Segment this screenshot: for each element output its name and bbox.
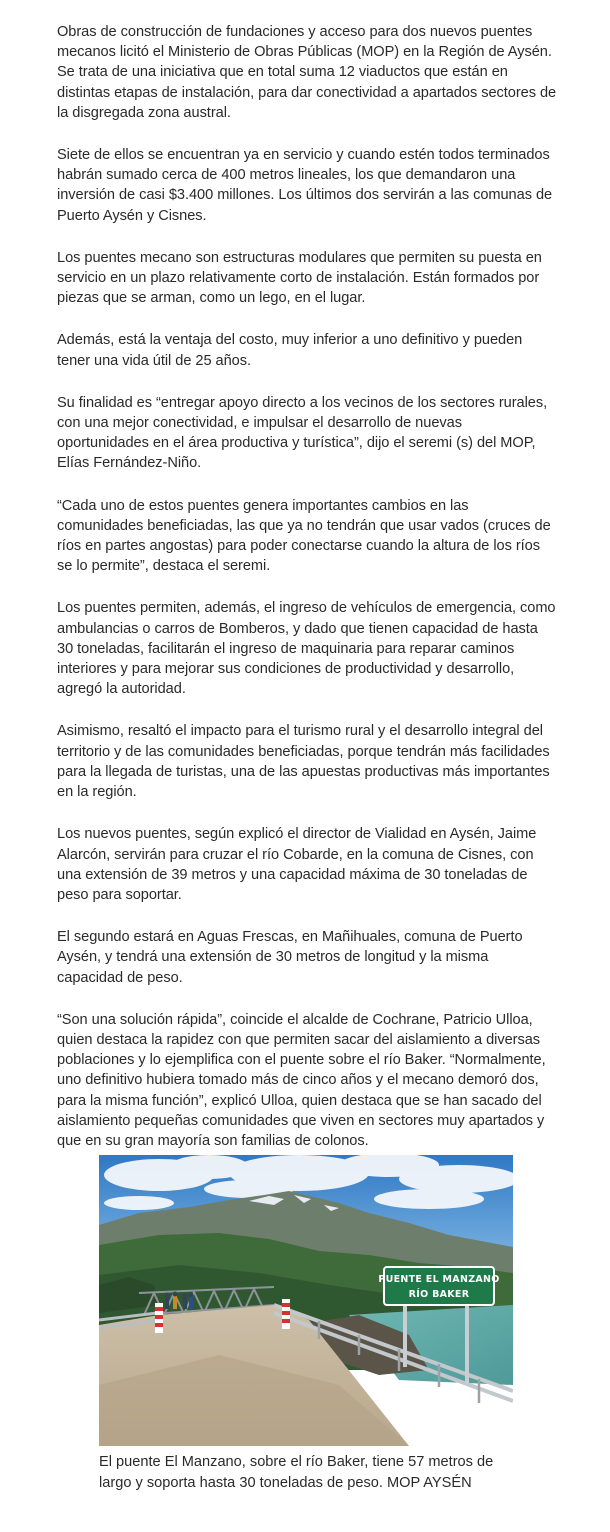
article-paragraph: Siete de ellos se encuentran ya en servicio y cuando estén todos terminados habrán sumado cerca de 400 metros lineales, los que demandaron una inversión de casi $3.400 millones. Los últimos dos servirán a las comunas de Puerto Aysén y Cisnes. <box>57 147 553 224</box>
article-paragraph: Los puentes permiten, además, el ingreso de vehículos de emergencia, como ambulancias o carros de Bomberos, y dado que tienen capacidad de hasta 30 toneladas, facilitarán el ingreso de maquinaria para reparar caminos interiores y para mejorar sus condiciones de productividad y desarrollo, agregó la autoridad. <box>57 600 556 698</box>
bridge-photo <box>99 1155 513 1446</box>
article-paragraph: Su finalidad es “entregar apoyo directo a los vecinos de los sectores rurales, con una mejor conectividad, e impulsar el desarrollo de nuevas oportunidades en el área productiva y turística”, dijo el seremi (s) del MOP, Elías Fernández-Niño. <box>57 394 548 472</box>
article-body <box>57 22 557 1173</box>
article-paragraph: Además, está la ventaja del costo, muy inferior a uno definitivo y pueden tener una vida útil de 25 años. <box>57 332 523 369</box>
photo-caption: El puente El Manzano, sobre el río Baker, tiene 57 metros de largo y soporta hasta 30 toneladas de peso. MOP AYSÉN <box>99 1454 494 1491</box>
article-paragraph: El segundo estará en Aguas Frescas, en Mañihuales, comuna de Puerto Aysén, y tendrá una extensión de 30 metros de longitud y la misma capacidad de peso. <box>57 929 523 986</box>
article-paragraph: Los puentes mecano son estructuras modulares que permiten su puesta en servicio en un plazo relativamente corto de instalación. Están formados por piezas que se arman, como un lego, en el lugar. <box>57 249 542 307</box>
sign-line-2: RÍO BAKER <box>408 1289 470 1300</box>
article-paragraph: “Son una solución rápida”, coincide el alcalde de Cochrane, Patricio Ulloa, quien destaca la rapidez con que permiten sacar del aislamiento a diversas poblaciones y lo ejemplifica con el puente sobre el río Baker. “Normalmente, uno definitivo hubiera tomado más de cinco años y el mecano demoró dos, para la misma función”, explicó Ulloa, quien destaca que se han sacado del aislamiento pequeñas comunidades que viven en sectores muy apartados y que en su gran mayoría son familias de colonos. <box>57 1011 546 1149</box>
article-paragraph: Los nuevos puentes, según explicó el director de Vialidad en Aysén, Jaime Alarcón, servirán para cruzar el río Cobarde, en la comuna de Cisnes, con una extensión de 39 metros y una capacidad máxima de 30 toneladas de peso para soportar. <box>57 826 537 903</box>
article-paragraph: “Cada uno de estos puentes genera importantes cambios en las comunidades beneficiadas, las que ya no tendrán que usar vados (cruces de ríos en partes angostas) para poder conectarse cuando la altura de los ríos se lo permite”, destaca el seremi. <box>57 497 551 575</box>
article-paragraph: Obras de construcción de fundaciones y acceso para dos nuevos puentes mecanos licitó el Ministerio de Obras Públicas (MOP) en la Región de Aysén. Se trata de una iniciativa que en total suma 12 viaductos que están en distintas etapas de instalación, para dar conectividad a apartados sectores de la disgregada zona austral. <box>57 24 557 121</box>
article-paragraph: Asimismo, resaltó el impacto para el turismo rural y el desarrollo integral del territorio y de las comunidades beneficiadas, porque tendrán más facilidades para la llegada de turistas, una de las apuestas productivas más importantes en la región. <box>57 723 550 801</box>
sign-line-1: PUENTE EL MANZANO <box>378 1274 500 1285</box>
photo-figure <box>99 1155 513 1493</box>
